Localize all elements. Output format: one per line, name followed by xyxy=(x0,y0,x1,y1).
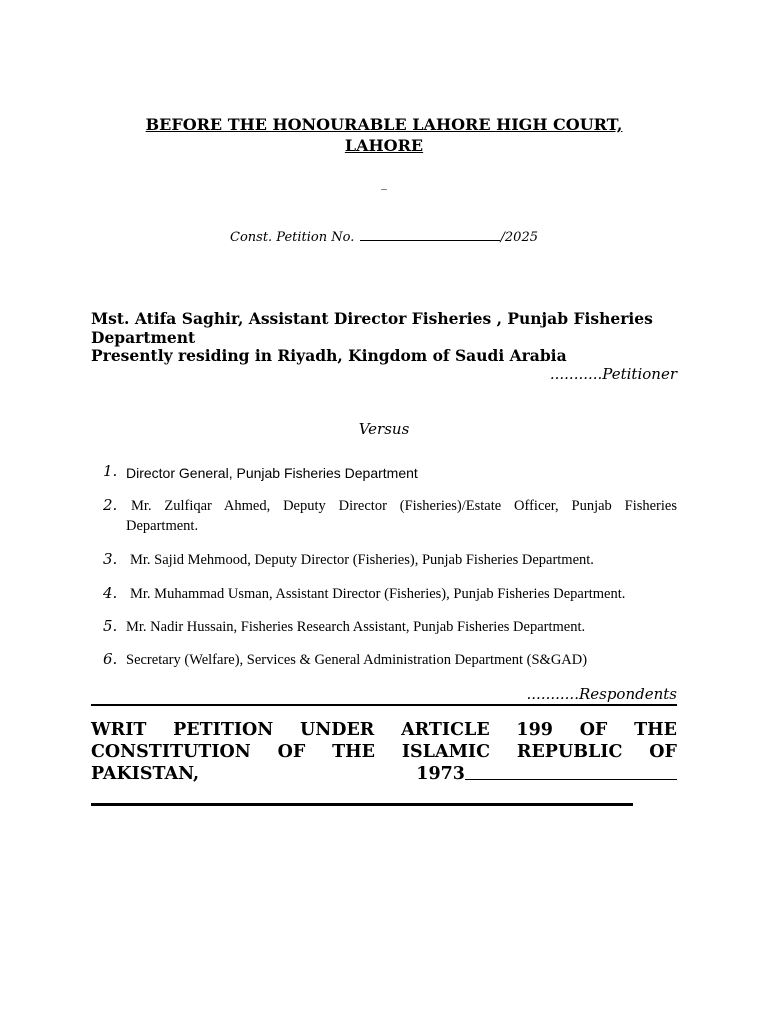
petition-number xyxy=(0,228,768,245)
writ-word: UNDER xyxy=(300,720,375,740)
writ-word: THE xyxy=(332,742,376,762)
respondent-text: Secretary (Welfare), Services & General Administration Department (S&GAD) xyxy=(126,652,588,668)
writ-word: THE xyxy=(634,720,677,740)
petitioner-line1: Mst. Atifa Saghir, Assistant Director Fisheries , Punjab Fisheries xyxy=(91,309,653,328)
writ-word: PETITION xyxy=(173,720,274,740)
petition-number-blank xyxy=(360,228,500,241)
writ-row-2 xyxy=(91,741,677,763)
writ-word: ISLAMIC xyxy=(401,742,491,762)
respondent-number: 3. xyxy=(103,550,118,568)
respondent-text: Mr. Sajid Mehmood, Deputy Director (Fisheries), Punjab Fisheries Department. xyxy=(130,552,594,568)
writ-word: CONSTITUTION xyxy=(91,742,251,762)
writ-word: OF xyxy=(277,742,306,762)
petition-number-suffix: /2025 xyxy=(500,230,538,245)
writ-word: REPUBLIC xyxy=(516,742,623,762)
respondent-text: Mr. Zulfiqar Ahmed, Deputy Director (Fisheries)/Estate Officer, Punjab Fisheries Department. xyxy=(126,498,677,534)
respondent-number: 4. xyxy=(103,584,118,602)
court-title-line1: BEFORE THE HONOURABLE LAHORE HIGH COURT, xyxy=(145,115,623,134)
petitioner-line2: Department xyxy=(91,327,196,347)
versus-label: Versus xyxy=(358,420,410,438)
petitioner-role: ...........Petitioner xyxy=(549,365,677,383)
horizontal-rule-bottom xyxy=(91,803,633,806)
writ-heading xyxy=(91,719,677,785)
respondent-number: 2. xyxy=(103,496,118,514)
writ-word: WRIT xyxy=(91,720,147,740)
writ-year: 1973 xyxy=(416,764,465,784)
respondents-role: ...........Respondents xyxy=(526,685,677,703)
court-title xyxy=(91,114,677,156)
petitioner-line3: Presently residing in Riyadh, Kingdom of Saudi Arabia xyxy=(91,346,567,365)
writ-row-1 xyxy=(91,719,677,741)
writ-row-3 xyxy=(91,763,677,785)
respondent-text: Director General, Punjab Fisheries Department xyxy=(126,465,418,481)
writ-word: 199 xyxy=(516,720,553,740)
court-title-line2: LAHORE xyxy=(344,136,424,155)
writ-word: OF xyxy=(579,720,608,740)
writ-word: PAKISTAN, xyxy=(91,764,200,784)
writ-word: OF xyxy=(649,742,677,762)
respondent-text: Mr. Nadir Hussain, Fisheries Research Assistant, Punjab Fisheries Department. xyxy=(126,619,586,635)
writ-word: ARTICLE xyxy=(401,720,490,740)
respondent-number: 1. xyxy=(103,462,118,480)
petition-number-prefix: Const. Petition No. xyxy=(230,230,355,245)
petitioner-details xyxy=(91,310,677,366)
horizontal-rule-top xyxy=(91,704,677,706)
writ-underline xyxy=(465,763,677,780)
respondent-number: 6. xyxy=(103,650,118,668)
respondent-text: Mr. Muhammad Usman, Assistant Director (Fisheries), Punjab Fisheries Department. xyxy=(130,586,626,602)
separator-dash: _ xyxy=(381,176,387,190)
respondent-number: 5. xyxy=(103,617,118,635)
